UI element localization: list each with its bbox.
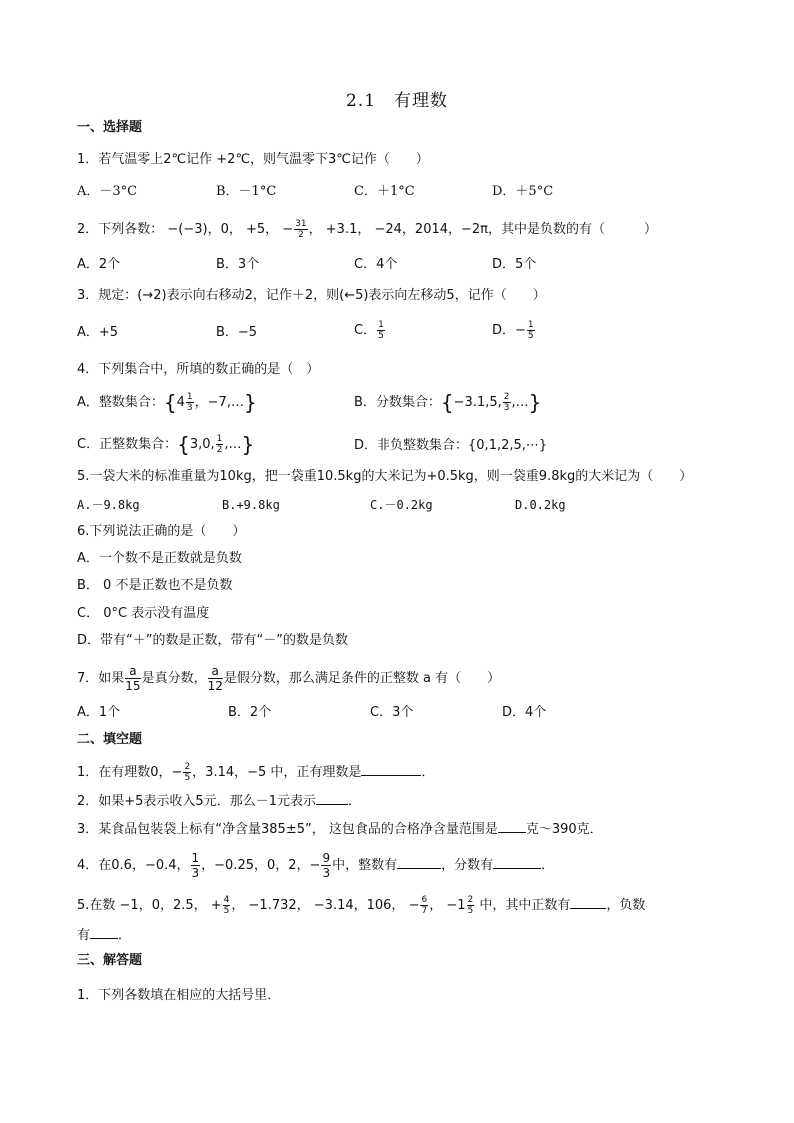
q1-stem: 1．若气温零上2℃记作 +2℃，则气温零下3℃记作（ ） — [77, 152, 429, 167]
q1-option-b: B．－1°C — [216, 184, 277, 199]
q5-option-a: A.－9.8kg — [77, 498, 140, 512]
q7-option-c: C．3个 — [370, 705, 414, 720]
fill5-blank-positive[interactable] — [570, 896, 606, 909]
q2-option-a: A．2个 — [77, 257, 121, 272]
q2-option-d: D．5个 — [492, 257, 537, 272]
q4-stem: 4．下列集合中，所填的数正确的是（ ） — [77, 362, 320, 377]
q5-option-b: B.+9.8kg — [222, 498, 280, 512]
fill1: 1．在有理数0，− $\frac{2}{5}$ ，3.14，−5 中，正有理数是 ． — [77, 762, 435, 783]
section-answer: 三、解答题 — [77, 953, 143, 968]
q1-option-a: A．－3°C — [77, 184, 138, 199]
q7-option-d: D．4个 — [502, 705, 547, 720]
q3-option-b: B．−5 — [216, 325, 258, 340]
q4-option-d: D．非负整数集合：{0,1,2,5,⋯} — [354, 438, 548, 453]
fill1-blank[interactable] — [361, 763, 421, 776]
page-title: 2.1 有理数 — [345, 91, 449, 111]
q5-option-d: D.0.2kg — [515, 498, 566, 512]
q4-option-c: C．正整数集合：{3,0, $\frac{1}{2}$ ,…} — [77, 432, 255, 457]
q2-stem — [77, 219, 657, 240]
fill3: 3．某食品包装袋上标有“净含量385±5”， 这包食品的合格净含量范围是 克～390克． — [77, 822, 603, 837]
q2-stem-a: 2．下列各数： −(−3)，0， +5， − — [77, 222, 294, 237]
q1-option-d: D．＋5°C — [492, 184, 554, 199]
fill5-line2: 有 ． — [77, 928, 132, 943]
q6-option-b: B． 0 不是正数也不是负数 — [77, 578, 233, 593]
section-fill-in: 二、填空题 — [77, 732, 143, 747]
q3-option-d: D．− $\frac{1}{5}$ — [492, 320, 534, 341]
s3-q1: 1．下列各数填在相应的大括号里． — [77, 988, 281, 1003]
q7-stem: 7．如果 $\frac{a}{15}$ 是真分数， $\frac{a}{12}$ 是假分数，那么满足条件的正整数 a 有（ ） — [77, 664, 501, 693]
q6-option-c: C． 0°C 表示没有温度 — [77, 606, 210, 621]
fill4-blank-fractions[interactable] — [493, 856, 541, 869]
q7-option-b: B．2个 — [228, 705, 272, 720]
q6-option-a: A．一个数不是正数就是负数 — [77, 551, 242, 566]
fill5-blank-negative[interactable] — [90, 926, 118, 939]
q6-stem: 6.下列说法正确的是（ ） — [77, 524, 246, 539]
fill2-blank[interactable] — [316, 792, 348, 805]
fill3-blank[interactable] — [498, 820, 526, 833]
q5-option-c: C.－0.2kg — [370, 498, 433, 512]
fill2: 2．如果+5表示收入5元．那么－1元表示 ． — [77, 794, 361, 809]
q6-option-d: D．带有“＋”的数是正数，带有“－”的数是负数 — [77, 633, 348, 648]
q3-option-c: C． $\frac{1}{5}$ — [354, 320, 384, 341]
q2-option-c: C．4个 — [354, 257, 398, 272]
q2-fraction: $\frac{31}{2}$ — [295, 219, 307, 240]
q5-stem: 5.一袋大米的标准重量为10kg，把一袋重10.5kg的大米记为+0.5kg，则一袋重9.8kg的大米记为（ ） — [77, 469, 693, 484]
q2-option-b: B．3个 — [216, 257, 260, 272]
q4-option-a: A．整数集合：{4 $\frac{1}{3}$ ，−7,…} — [77, 390, 257, 415]
q7-option-a: A．1个 — [77, 705, 121, 720]
fill5: 5.在数 −1，0，2.5， + $\frac{4}{5}$ ， −1.732， −3.14，106， − $\frac{6}{7}$ ， −1 $\frac{2}{5}$ 中，其中正数有 ，负数 — [77, 895, 646, 916]
q3-option-a: A．+5 — [77, 325, 119, 340]
section-choice: 一、选择题 — [77, 120, 143, 135]
q3-stem: 3．规定：(→2)表示向右移动2，记作＋2，则(←5)表示向左移动5，记作（ ） — [77, 288, 546, 303]
fill4: 4．在0.6，−0.4， $\frac{1}{3}$ ，−0.25，0，2，− $\frac{9}{3}$ 中，整数有 ，分数有 ． — [77, 851, 555, 880]
q4-option-b: B．分数集合：{−3.1,5, $\frac{2}{3}$ ,…} — [354, 390, 542, 415]
fill4-blank-integers[interactable] — [397, 856, 441, 869]
q1-option-c: C．＋1°C — [354, 184, 415, 199]
q2-stem-b: ， +3.1， −24，2014，−2π，其中是负数的有（ ） — [308, 222, 657, 237]
